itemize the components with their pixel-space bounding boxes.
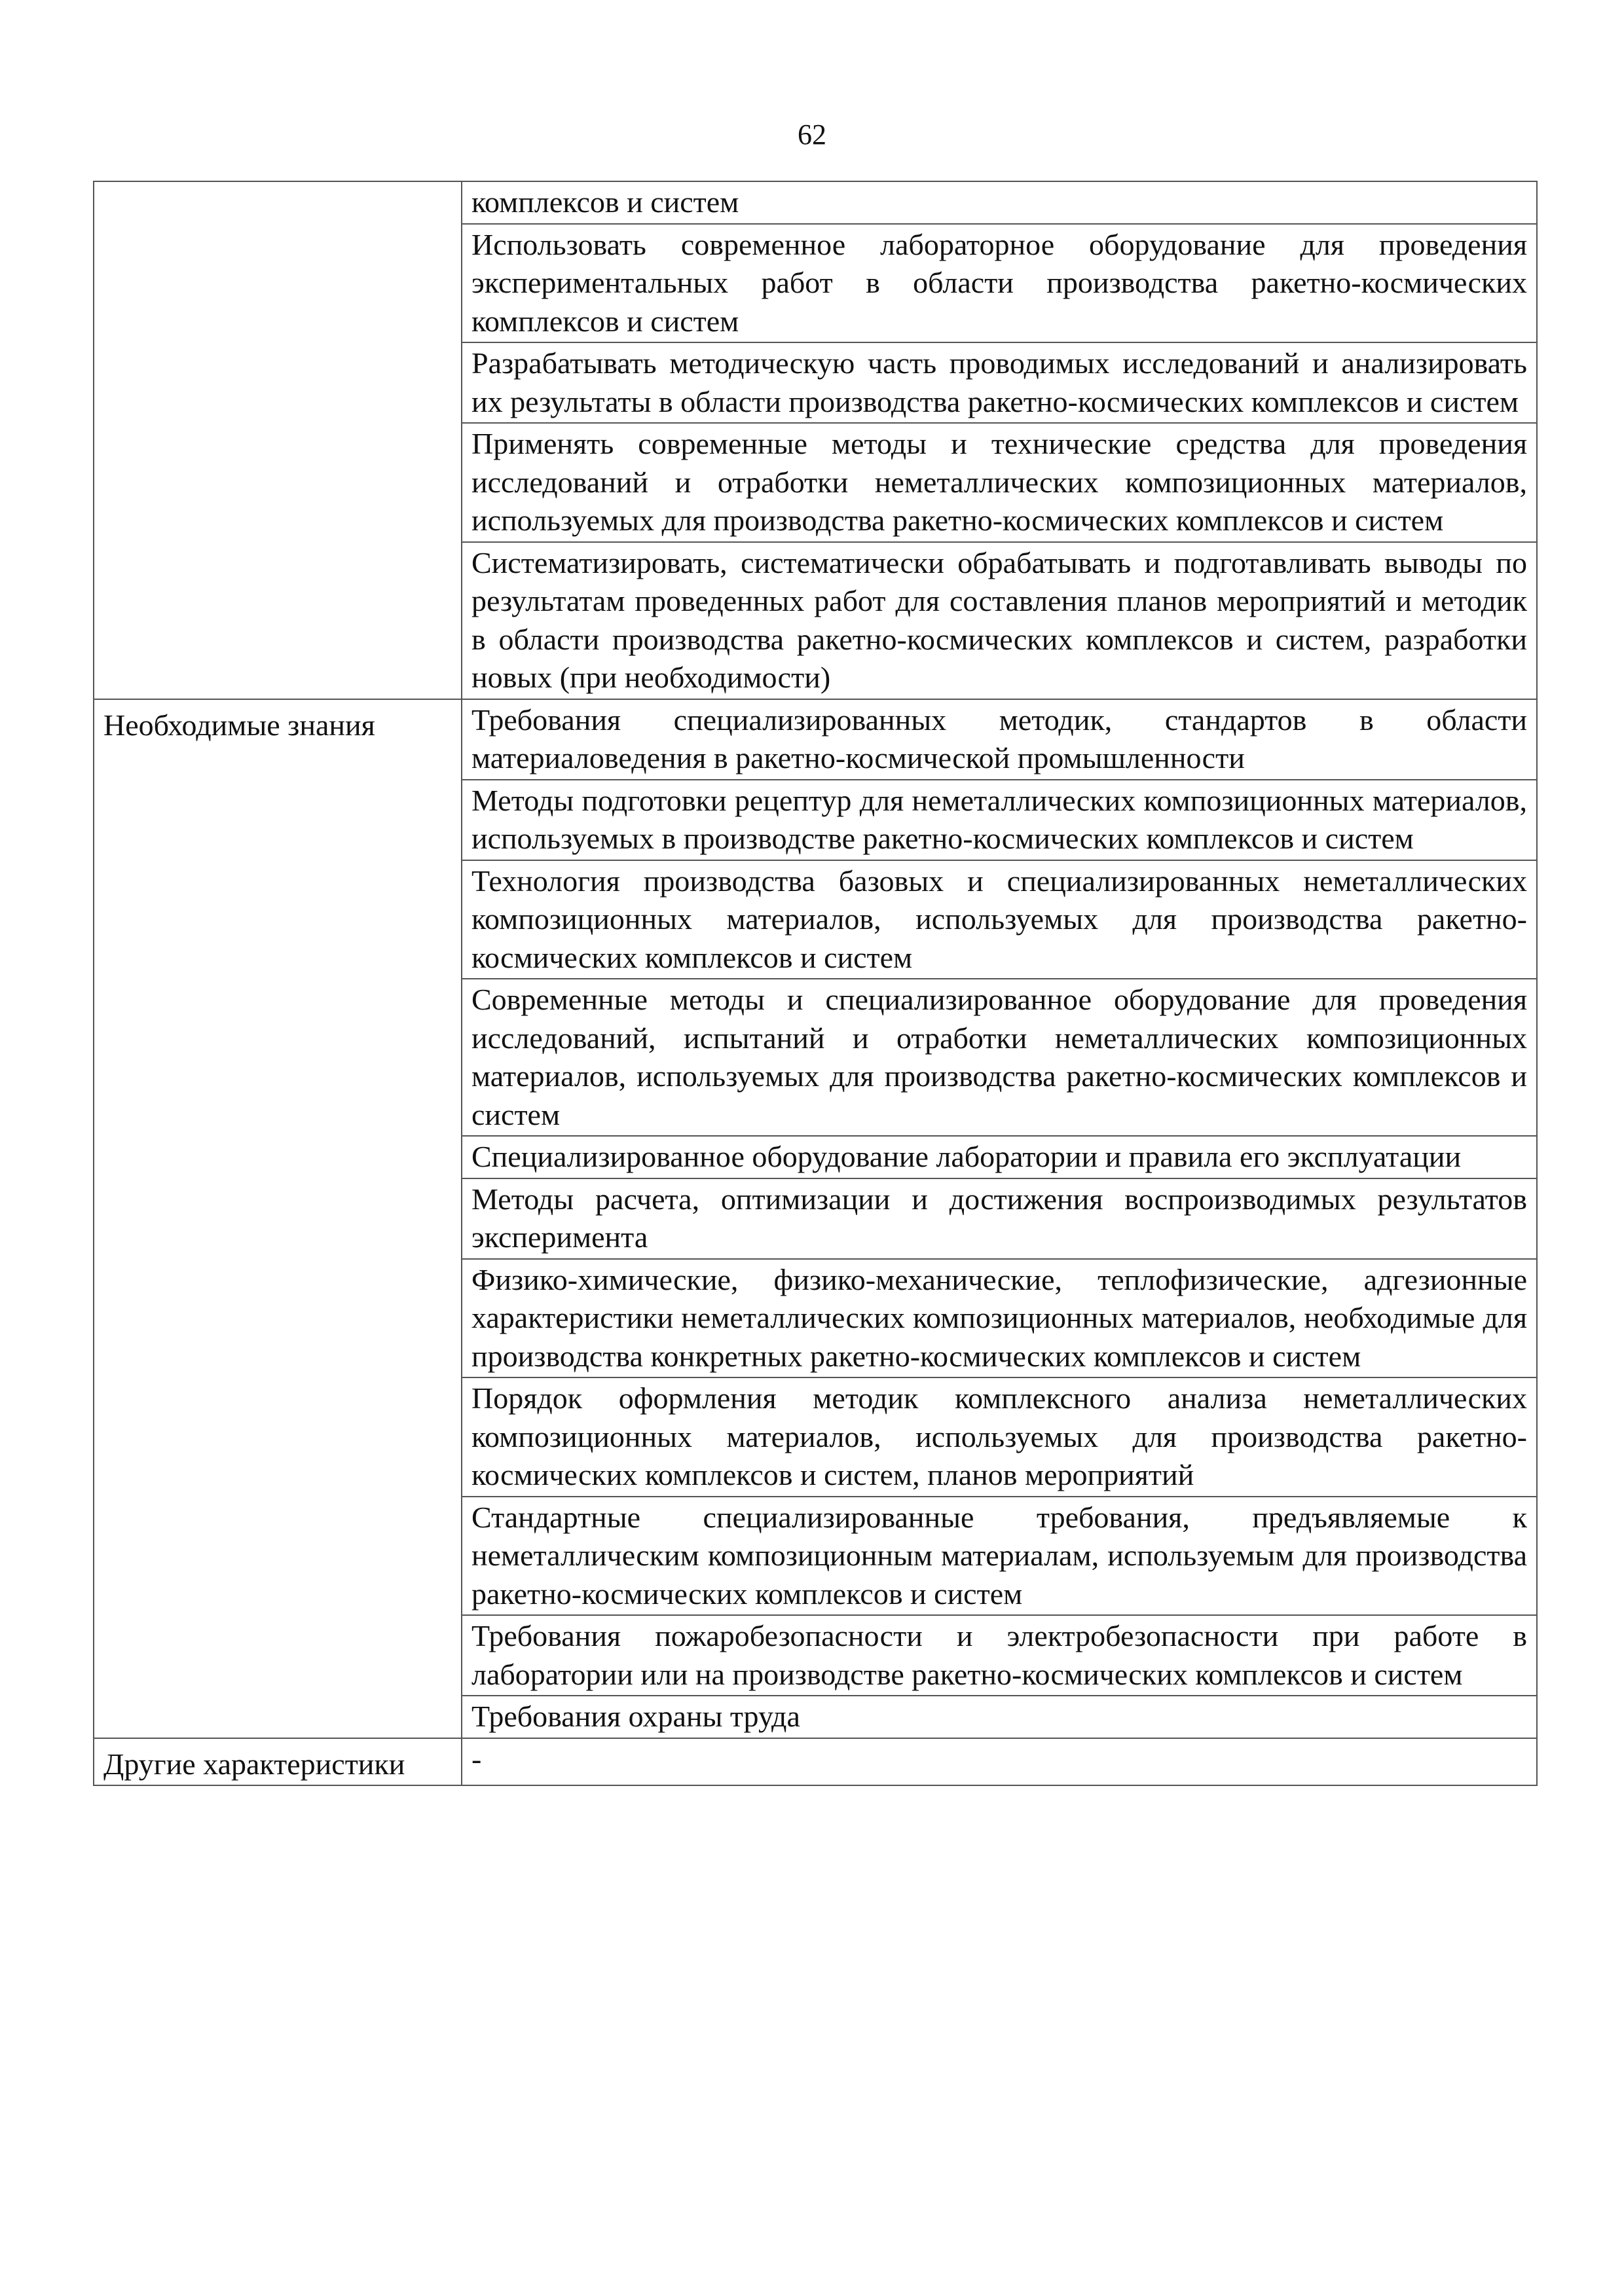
skill-item: комплексов и систем: [462, 181, 1537, 224]
knowledge-item: Требования охраны труда: [462, 1696, 1537, 1738]
other-characteristics-value: -: [462, 1738, 1537, 1786]
knowledge-item: Технология производства базовых и специализированных неметаллических композиционных материалов, используемых для производства ракетно-космических комплексов и систем: [462, 860, 1537, 979]
knowledge-item: Стандартные специализированные требования, предъявляемые к неметаллическим композиционным материалам, используемым для производства ракетно-космических комплексов и систем: [462, 1497, 1537, 1616]
knowledge-item: Требования специализированных методик, стандартов в области материаловедения в ракетно-космической промышленности: [462, 699, 1537, 780]
table-row: [94, 1738, 1537, 1786]
other-characteristics-label: Другие характеристики: [94, 1738, 462, 1786]
table-row: [94, 699, 1537, 780]
knowledge-item: Требования пожаробезопасности и электробезопасности при работе в лаборатории или на производстве ракетно-космических комплексов и систем: [462, 1615, 1537, 1696]
knowledge-item: Современные методы и специализированное оборудование для проведения исследований, испытаний и отработки неметаллических композиционных материалов, используемых для производства ракетно-космических комплексов и систем: [462, 979, 1537, 1136]
knowledge-item: Физико-химические, физико-механические, теплофизические, адгезионные характеристики неметаллических композиционных материалов, необходимые для производства конкретных ракетно-космических комплексов и систем: [462, 1259, 1537, 1378]
knowledge-item: Специализированное оборудование лаборатории и правила его эксплуатации: [462, 1136, 1537, 1178]
skill-item: Систематизировать, систематически обрабатывать и подготавливать выводы по результатам проведенных работ для составления планов мероприятий и методик в области производства ракетно-космических комплексов и систем, разработки новых (при необходимости): [462, 542, 1537, 699]
table-row: [94, 181, 1537, 224]
page-number: 62: [798, 118, 826, 151]
requirements-table: [93, 181, 1538, 1786]
skill-item: Применять современные методы и технические средства для проведения исследований и отработки неметаллических композиционных материалов, используемых для производства ракетно-космических комплексов и систем: [462, 423, 1537, 542]
knowledge-item: Порядок оформления методик комплексного анализа неметаллических композиционных материалов, используемых для производства ракетно-космических комплексов и систем, планов мероприятий: [462, 1377, 1537, 1497]
knowledge-item: Методы расчета, оптимизации и достижения воспроизводимых результатов эксперимента: [462, 1178, 1537, 1259]
knowledge-item: Методы подготовки рецептур для неметаллических композиционных материалов, используемых в производстве ракетно-космических комплексов и систем: [462, 780, 1537, 860]
skill-item: Использовать современное лабораторное оборудование для проведения экспериментальных работ в области производства ракетно-космических комплексов и систем: [462, 224, 1537, 343]
skills-label-cell: [94, 181, 462, 699]
knowledge-label: Необходимые знания: [94, 699, 462, 1738]
skill-item: Разрабатывать методическую часть проводимых исследований и анализировать их результаты в области производства ракетно-космических комплексов и систем: [462, 342, 1537, 423]
